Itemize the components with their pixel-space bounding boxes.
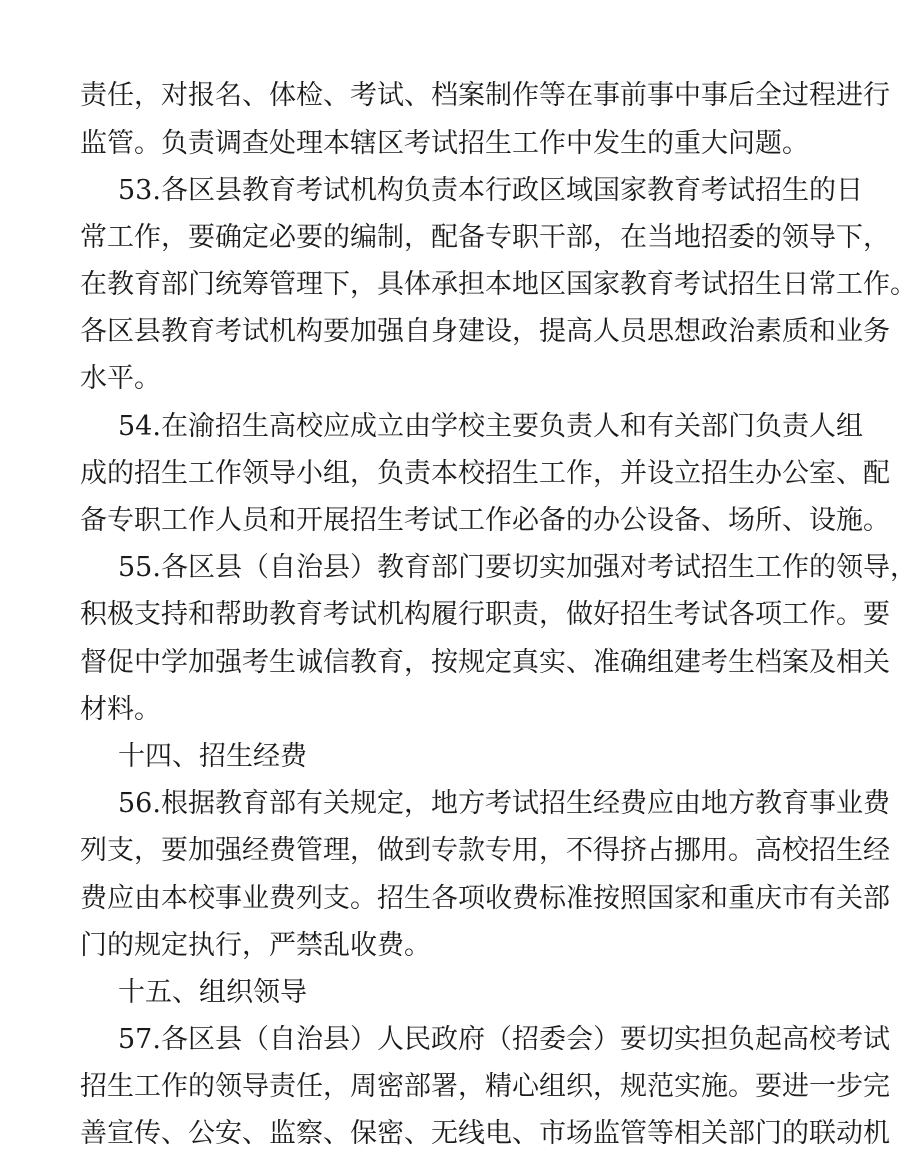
paragraph-line: 备专职工作人员和开展招生考试工作必备的办公设备、场所、设施。 bbox=[80, 505, 890, 536]
paragraph-line: 成的招生工作领导小组，负责本校招生工作，并设立招生办公室、配 bbox=[80, 458, 890, 489]
paragraph-line: 55.各区县（自治县）教育部门要切实加强对考试招生工作的领导， bbox=[118, 552, 917, 583]
paragraph-line: 积极支持和帮助教育考试机构履行职责，做好招生考试各项工作。要 bbox=[80, 599, 890, 630]
paragraph-line: 各区县教育考试机构要加强自身建设，提高人员思想政治素质和业务 bbox=[80, 316, 890, 347]
paragraph-line: 列支，要加强经费管理，做到专款专用，不得挤占挪用。高校招生经 bbox=[80, 835, 890, 866]
paragraph-line: 善宣传、公安、监察、保密、无线电、市场监管等相关部门的联动机 bbox=[80, 1118, 890, 1149]
section-heading: 十五、组织领导 bbox=[118, 977, 307, 1008]
paragraph-line: 费应由本校事业费列支。招生各项收费标准按照国家和重庆市有关部 bbox=[80, 883, 890, 914]
paragraph-line: 监管。负责调查处理本辖区考试招生工作中发生的重大问题。 bbox=[80, 128, 809, 159]
paragraph-line: 54.在渝招生高校应成立由学校主要负责人和有关部门负责人组 bbox=[118, 411, 863, 442]
paragraph-line: 常工作，要确定必要的编制，配备专职干部，在当地招委的领导下， bbox=[80, 222, 890, 253]
paragraph-line: 材料。 bbox=[80, 694, 161, 725]
paragraph-line: 在教育部门统筹管理下，具体承担本地区国家教育考试招生日常工作。 bbox=[80, 269, 917, 300]
paragraph-line: 责任，对报名、体检、考试、档案制作等在事前事中事后全过程进行 bbox=[80, 80, 890, 111]
paragraph-line: 门的规定执行，严禁乱收费。 bbox=[80, 930, 431, 961]
paragraph-line: 督促中学加强考生诚信教育，按规定真实、准确组建考生档案及相关 bbox=[80, 647, 890, 678]
section-heading: 十四、招生经费 bbox=[118, 741, 307, 772]
paragraph-line: 水平。 bbox=[80, 363, 161, 394]
paragraph-line: 招生工作的领导责任，周密部署，精心组织，规范实施。要进一步完 bbox=[80, 1071, 890, 1102]
paragraph-line: 56.根据教育部有关规定，地方考试招生经费应由地方教育事业费 bbox=[118, 788, 890, 819]
paragraph-line: 53.各区县教育考试机构负责本行政区域国家教育考试招生的日 bbox=[118, 175, 863, 206]
paragraph-line: 57.各区县（自治县）人民政府（招委会）要切实担负起高校考试 bbox=[118, 1024, 890, 1055]
